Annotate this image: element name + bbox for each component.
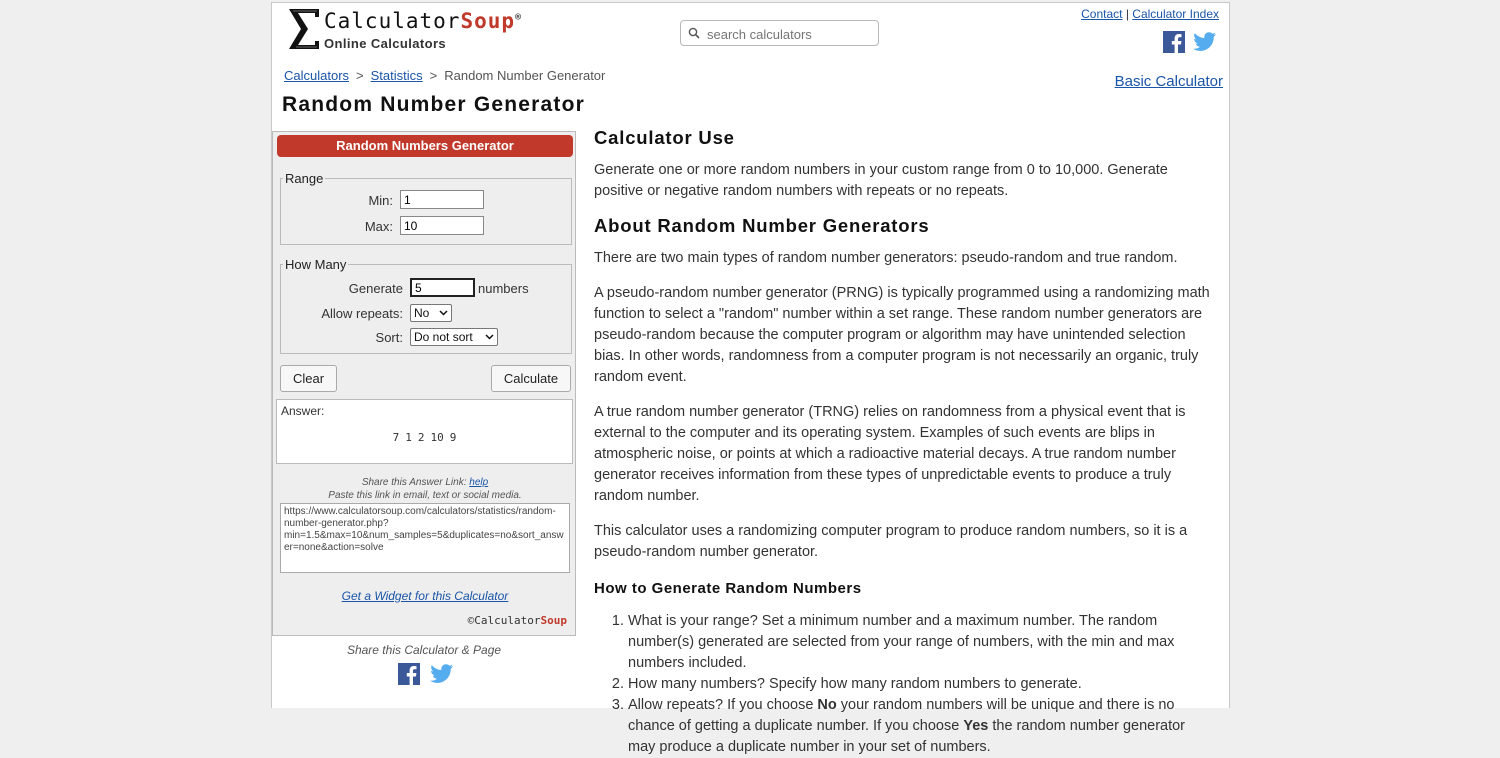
generate-suffix: numbers <box>478 281 529 296</box>
page-container <box>271 2 1230 755</box>
page-title: Random Number Generator <box>282 93 585 116</box>
trng-paragraph: A true random number generator (TRNG) relies on randomness from a physical event that is external to the computer and its operating system. Examples of such events are blips in atmospheric noise, or points at which a radioactive material decays. A true random number generator receives information from these types of unpredictable events to produce a truly random number. <box>594 404 1186 504</box>
max-input[interactable] <box>400 216 484 235</box>
answer-number: 1 <box>405 431 412 444</box>
share-url-textarea[interactable] <box>280 503 570 573</box>
paste-note: Paste this link in email, text or social media. <box>328 490 522 501</box>
types-paragraph: There are two main types of random number generators: pseudo-random and true random. <box>594 250 1178 266</box>
list-item: 1. What is your range? Set a minimum number and a maximum number. The random number(s) generated are selected from your range of numbers, with the min and max numbers included. <box>628 611 1214 674</box>
breadcrumb-separator: > <box>356 68 364 83</box>
twitter-icon[interactable] <box>430 663 454 685</box>
link-separator: | <box>1125 7 1129 21</box>
article-content <box>594 127 1214 758</box>
facebook-icon[interactable] <box>1163 31 1185 53</box>
prng-paragraph: A pseudo-random number generator (PRNG) is typically programmed using a randomizing math function to select a "random" number within a set range. These random number generators are pseudo-random because the computer program or algorithm may have unintended selection bias. In other words, randomness from a computer program is not necessarily an organic, truly random event. <box>594 285 1210 385</box>
answer-number: 9 <box>449 431 457 444</box>
calculator-use-heading: Calculator Use <box>594 127 735 148</box>
social-links-bottom <box>398 663 454 685</box>
share-page-text: Share this Calculator & Page <box>346 643 502 657</box>
how-to-heading: How to Generate Random Numbers <box>594 580 862 597</box>
answer-box <box>276 399 573 464</box>
twitter-icon[interactable] <box>1193 31 1217 53</box>
breadcrumb-statistics[interactable]: Statistics <box>370 68 423 83</box>
answer-numbers <box>277 431 572 444</box>
generate-label: Generate <box>348 281 403 296</box>
social-links-top <box>1163 31 1217 53</box>
search-input[interactable] <box>705 24 874 44</box>
basic-calculator-link[interactable]: Basic Calculator <box>1114 73 1223 90</box>
allow-repeats-label: Allow repeats: <box>321 306 403 321</box>
answer-number: 7 <box>392 431 400 444</box>
search-box[interactable] <box>680 20 879 46</box>
max-label: Max: <box>364 219 393 234</box>
about-heading: About Random Number Generators <box>594 215 930 236</box>
min-label: Min: <box>368 193 393 208</box>
calculator-panel <box>272 131 576 636</box>
breadcrumb <box>284 68 605 83</box>
clear-button[interactable]: Clear <box>280 365 337 392</box>
this-calculator-paragraph: This calculator uses a randomizing computer program to produce random numbers, so it is a pseudo-random number generator. <box>594 523 1188 560</box>
share-answer-note: Share this Answer Link: help <box>361 477 489 488</box>
chevron-down-icon <box>485 334 494 340</box>
steps-list <box>594 611 1214 758</box>
facebook-icon[interactable] <box>398 663 420 685</box>
contact-link[interactable]: Contact <box>1081 7 1123 21</box>
help-link[interactable]: help <box>469 477 489 488</box>
sigma-logo-icon[interactable] <box>286 7 322 51</box>
answer-number: 10 <box>430 431 444 444</box>
answer-number: 2 <box>417 431 425 444</box>
min-input[interactable] <box>400 190 484 209</box>
sort-select[interactable]: Do not sort <box>410 328 498 346</box>
breadcrumb-calculators[interactable]: Calculators <box>284 68 350 83</box>
widget-link[interactable]: Get a Widget for this Calculator <box>341 589 509 603</box>
how-many-legend: How Many <box>285 257 347 272</box>
chevron-down-icon <box>439 310 448 316</box>
site-tagline: Online Calculators <box>324 36 447 51</box>
calculator-title: Random Numbers Generator <box>277 135 573 157</box>
allow-repeats-select[interactable]: No <box>410 304 452 322</box>
calculator-use-paragraph: Generate one or more random numbers in your custom range from 0 to 10,000. Generate positive or negative random numbers with repeats or no repeats. <box>594 162 1168 199</box>
breadcrumb-separator: > <box>429 68 438 83</box>
answer-label: Answer: <box>281 404 325 418</box>
generate-count-input[interactable] <box>410 278 475 297</box>
list-item: 2. How many numbers? Specify how many random numbers to generate. <box>628 674 1214 695</box>
range-legend: Range <box>285 171 324 186</box>
list-item: 3. Allow repeats? If you choose No your random numbers will be unique and there is no chance of getting a duplicate number. If you choose Yes the random number generator may produce a duplicate number in your set of numbers. <box>628 695 1214 758</box>
breadcrumb-current: Random Number Generator <box>444 68 606 83</box>
calculator-index-link[interactable]: Calculator Index <box>1132 7 1219 21</box>
top-links <box>1081 7 1219 21</box>
search-icon <box>688 27 700 39</box>
site-logo[interactable]: CalculatorSoup® <box>324 9 523 33</box>
calculate-button[interactable]: Calculate <box>491 365 571 392</box>
calculatorsoup-brand: ©CalculatorSoup <box>467 614 567 627</box>
sort-label: Sort: <box>375 330 403 345</box>
